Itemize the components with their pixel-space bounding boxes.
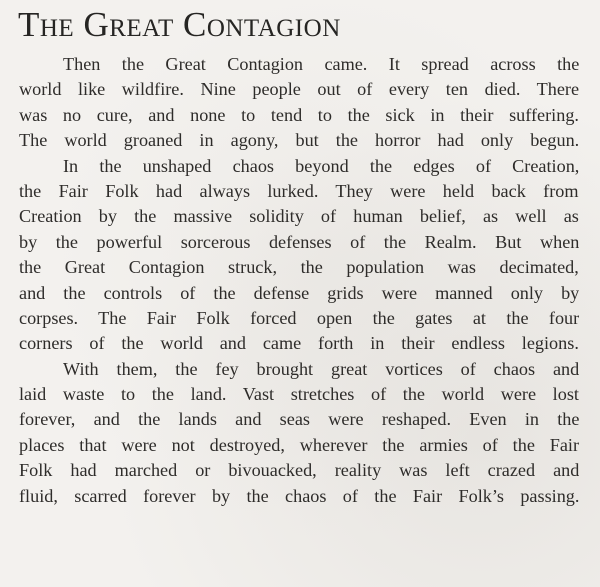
text-line: the Great Contagion struck, the population was decimated, [19, 257, 579, 278]
text-line: Creation by the massive solidity of human belief, as well as [19, 206, 579, 227]
text-line: corpses. The Fair Folk forced open the gates at the four [19, 307, 579, 328]
text-line: and the controls of the defense grids were manned only by [19, 282, 579, 303]
text-line: world like wildfire. Nine people out of every ten died. There [19, 79, 579, 100]
text-line: Then the Great Contagion came. It spread across the [63, 54, 579, 74]
text-line: Folk had marched or bivouacked, reality was left crazed and [19, 460, 579, 481]
text-line: by the powerful sorcerous defenses of the Realm. But when [19, 231, 579, 252]
text-line: In the unshaped chaos beyond the edges of Creation, [63, 155, 579, 176]
text-line: the Fair Folk had always lurked. They were held back from [19, 180, 579, 201]
text-line: laid waste to the land. Vast stretches of the world were lost [19, 384, 579, 405]
text-line: With them, the fey brought great vortices of chaos and [63, 358, 579, 379]
body-text [19, 52, 579, 509]
text-line: corners of the world and came forth in their endless legions. [19, 333, 579, 354]
text-line: The world groaned in agony, but the horror had only begun. [19, 130, 579, 151]
text-line: was no cure, and none to tend to the sick in their suffering. [19, 104, 579, 125]
text-line: forever, and the lands and seas were reshaped. Even in the [19, 409, 579, 430]
text-line: places that were not destroyed, wherever the armies of the Fair [19, 434, 579, 455]
text-line: fluid, scarred forever by the chaos of the Fair Folk’s passing. [19, 485, 579, 506]
section-heading: The Great Contagion [18, 5, 341, 44]
